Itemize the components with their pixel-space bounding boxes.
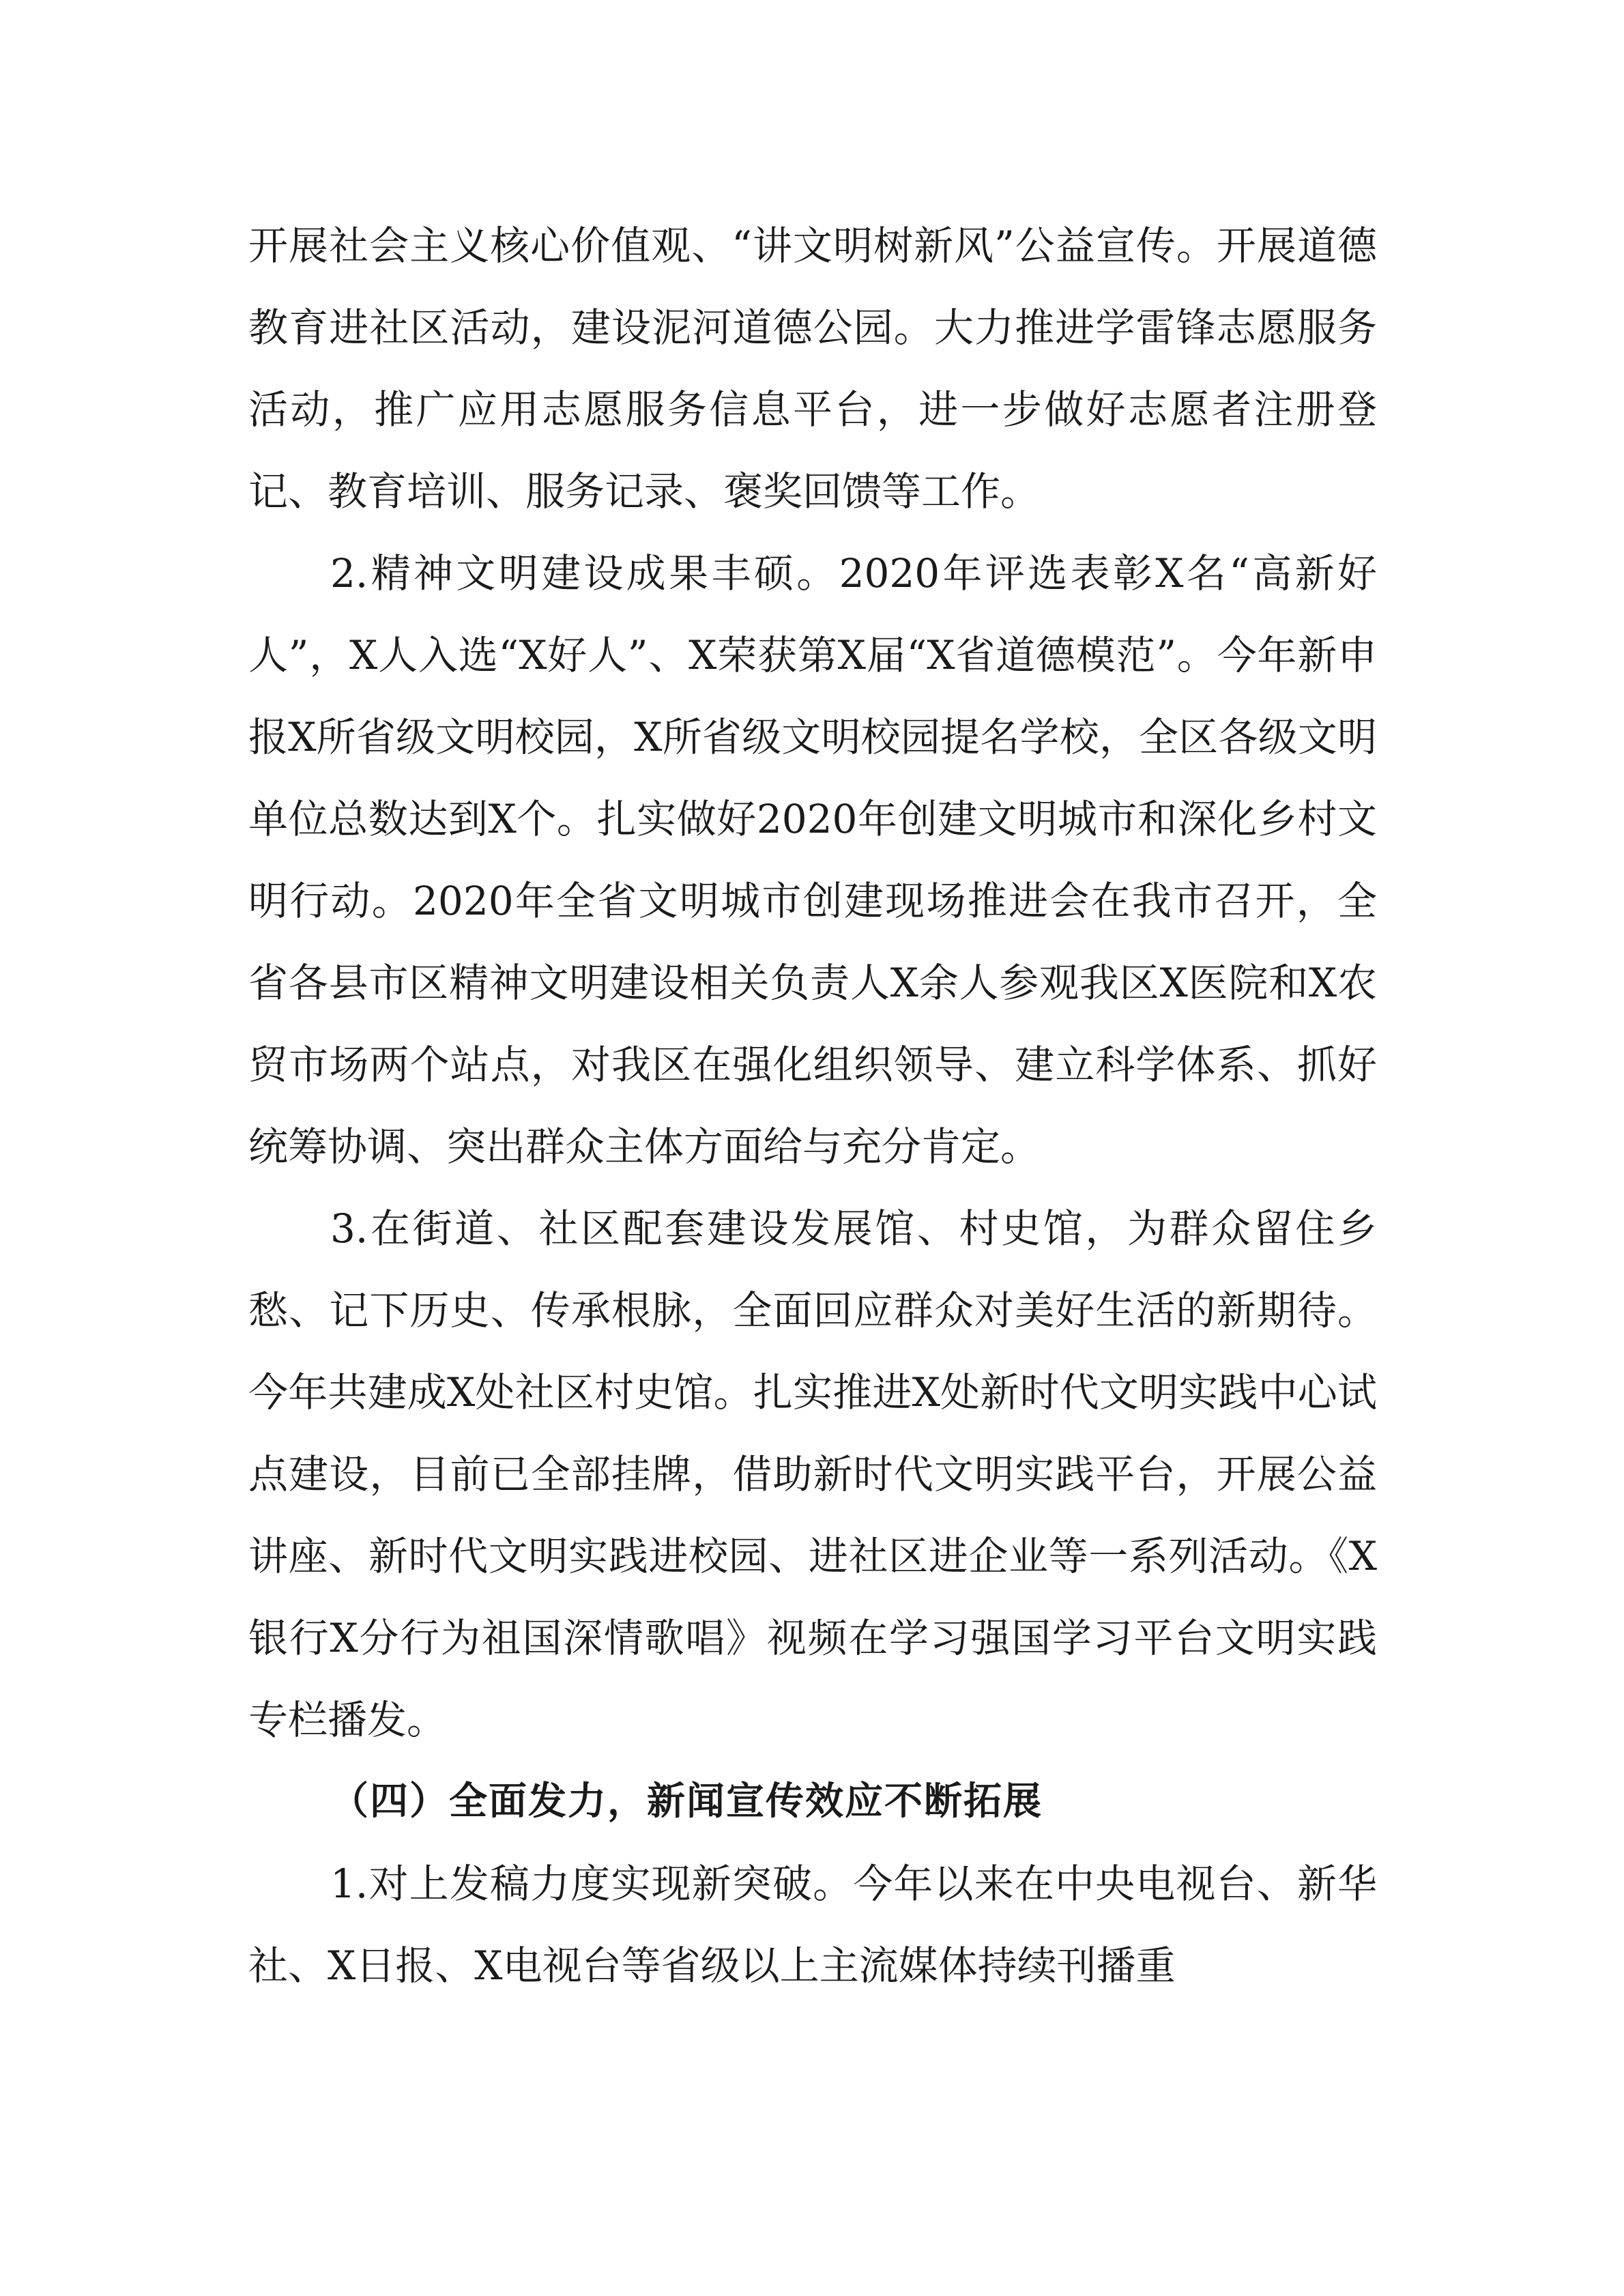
paragraph-village-history: 3.在街道、社区配套建设发展馆、村史馆，为群众留住乡愁、记下历史、传承根脉，全面回应群众对美好生活的新期待。今年共建成X处社区村史馆。扎实推进X处新时代文明实践中心试点建设，目前已全部挂牌，借助新时代文明实践平台，开展公益讲座、新时代文明实践进校园、进社区进企业等一系列活动。《X银行X分行为祖国深情歌唱》视频在学习强国学习平台文明实践专栏播发。 [248, 1205, 1377, 1743]
paragraph-news-publicity: 1.对上发稿力度实现新突破。今年以来在中央电视台、新华社、X日报、X电视台等省级以上主流媒体持续刊播重 [248, 1861, 1377, 1989]
section-heading: （四）全面发力，新闻宣传效应不断拓展 [330, 1779, 1043, 1824]
document-body [248, 205, 1377, 2007]
paragraph-achievements: 2.精神文明建设成果丰硕。2020年评选表彰X名“高新好人”，X人入选“X好人”、X荣获第X届“X省道德模范”。今年新申报X所省级文明校园，X所省级文明校园提名学校，全区各级文明单位总数达到X个。扎实做好2020年创建文明城市和深化乡村文明行动。2020年全省文明城市创建现场推进会在我市召开，全省各县市区精神文明建设相关负责人X余人参观我区X医院和X农贸市场两个站点，对我区在强化组织领导、建立科学体系、抓好统筹协调、突出群众主体方面给与充分肯定。 [248, 550, 1377, 1170]
paragraph-continued: 开展社会主义核心价值观、“讲文明树新风”公益宣传。开展道德教育进社区活动，建设泥河道德公园。大力推进学雷锋志愿服务活动，推广应用志愿服务信息平台，进一步做好志愿者注册登记、教育培训、服务记录、褒奖回馈等工作。 [248, 223, 1377, 515]
